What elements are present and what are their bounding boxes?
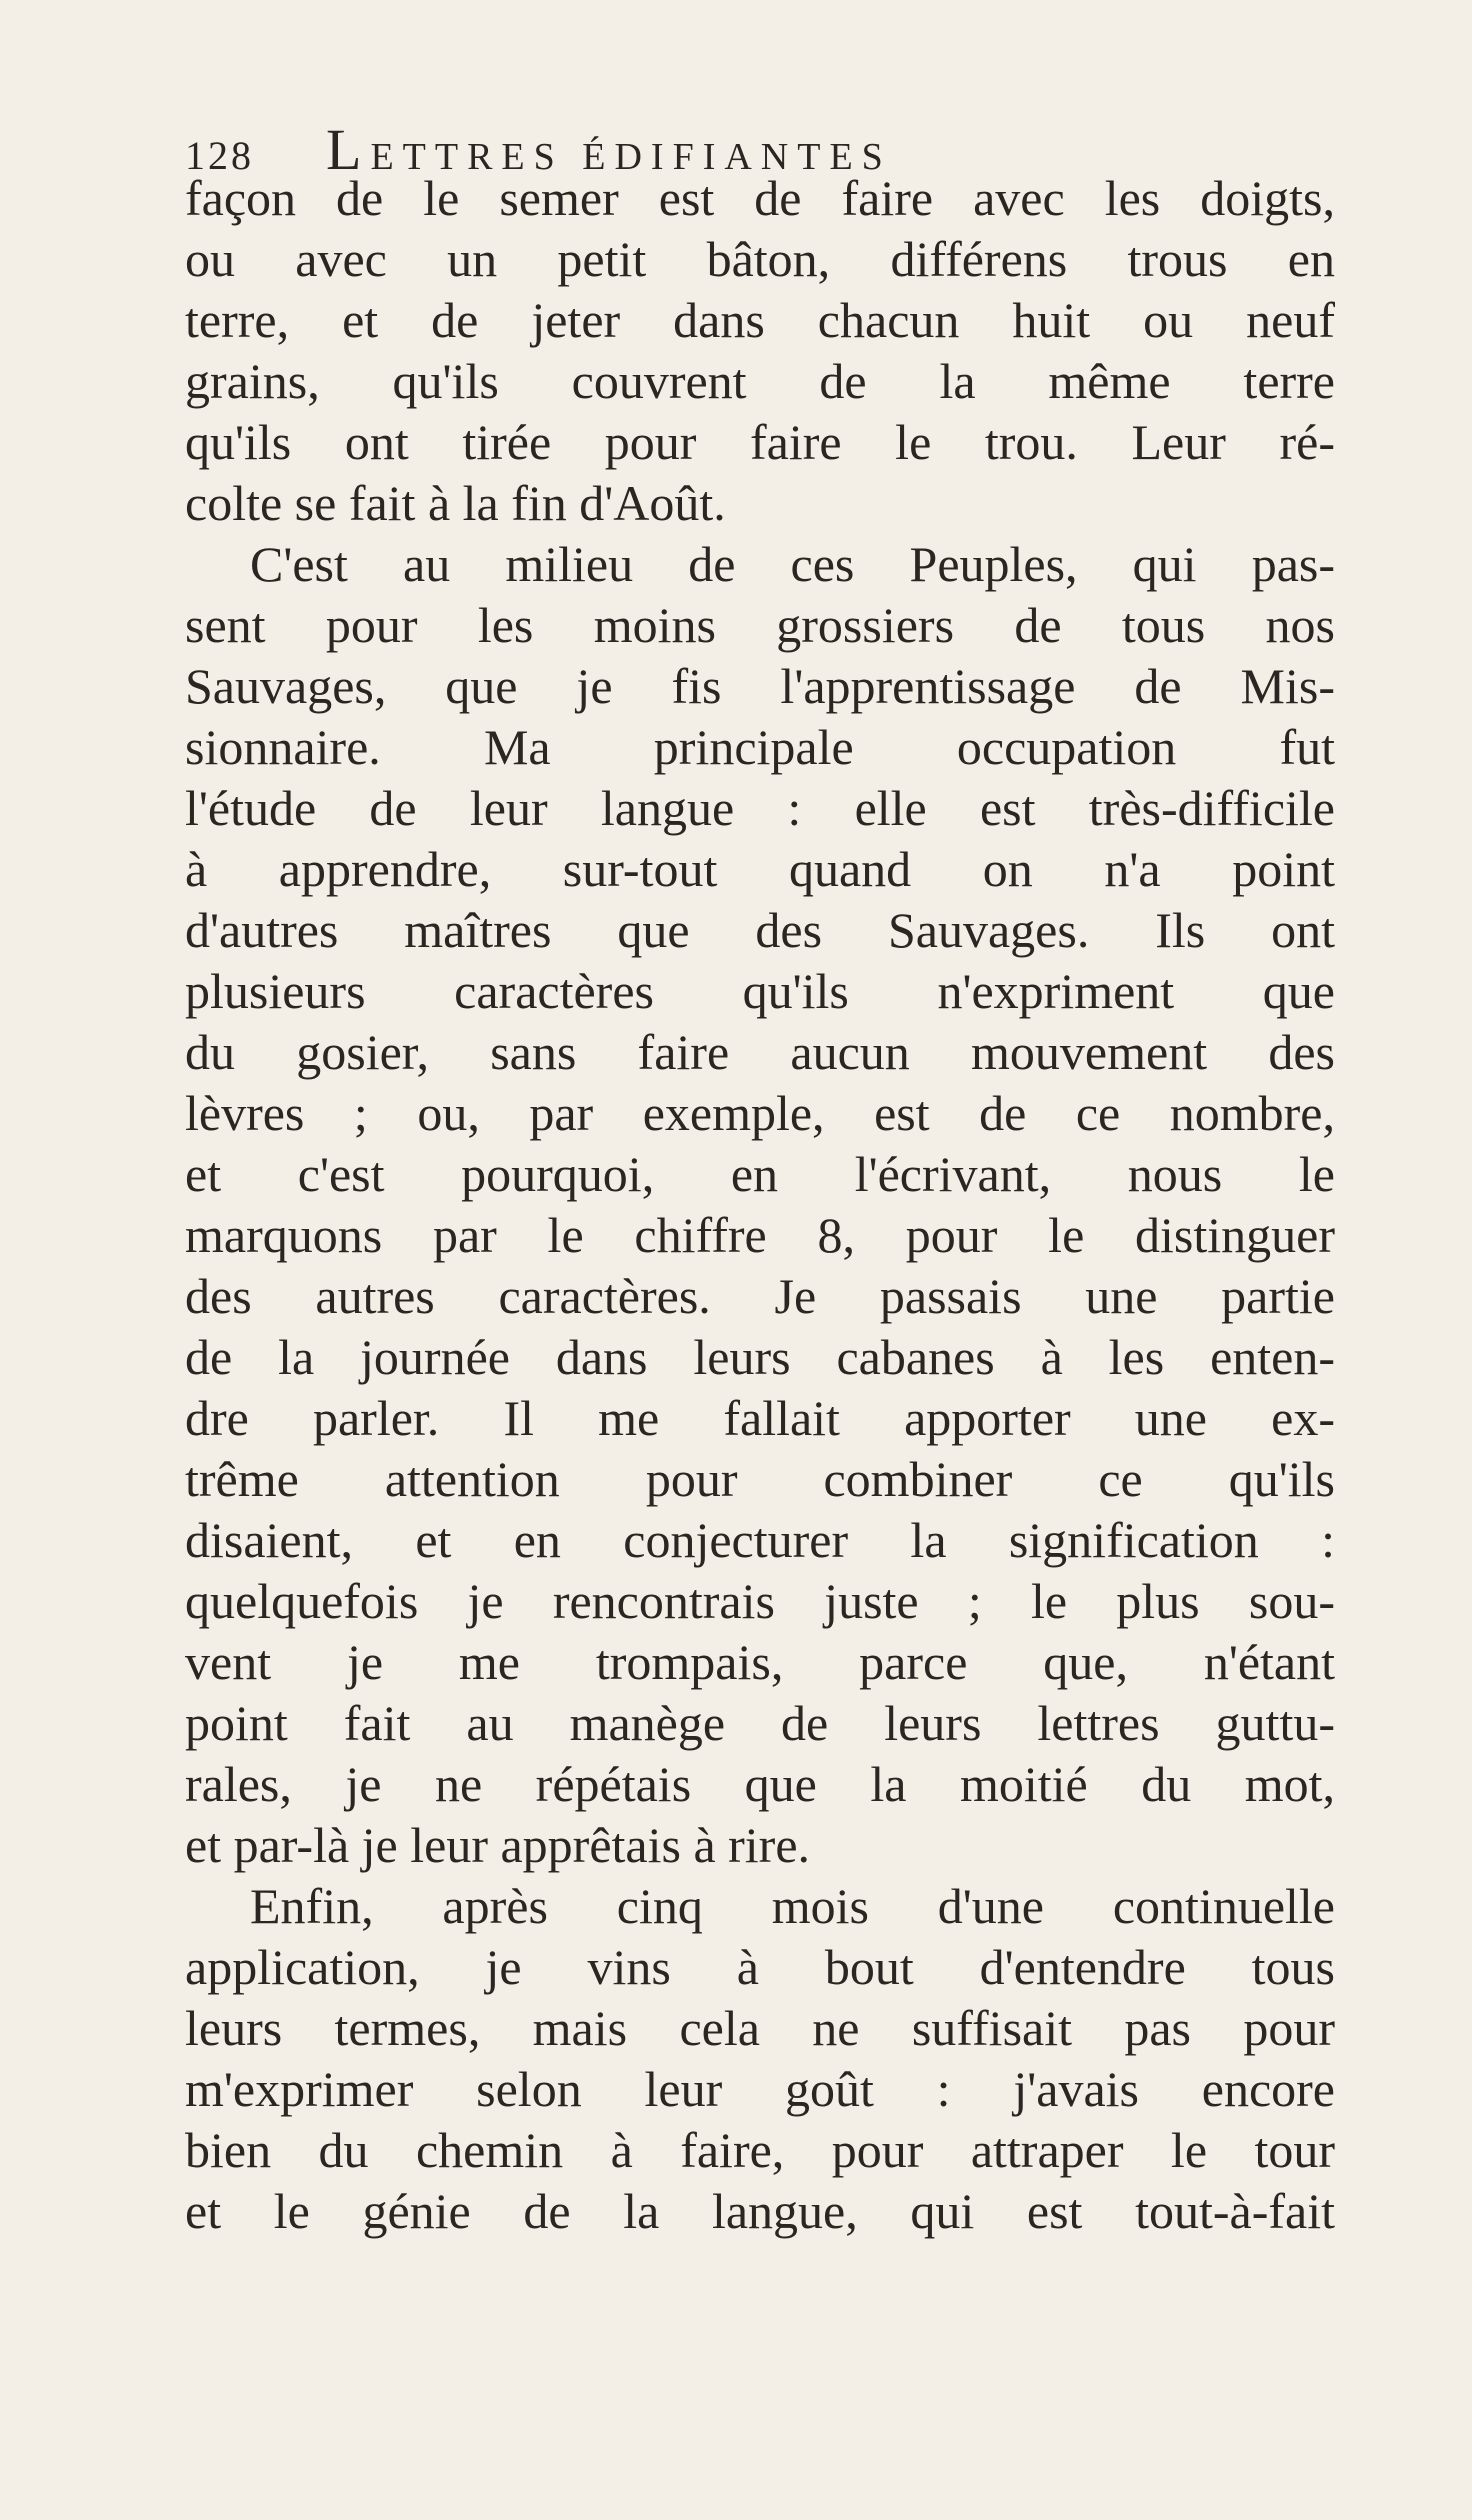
text-line: colte se fait à la fin d'Août. — [185, 475, 726, 531]
text-line: sent pour les moins grossiers de tous nos — [185, 597, 1335, 653]
page-number: 128 — [185, 133, 254, 178]
text-line: marquons par le chiffre 8, pour le distinguer — [185, 1207, 1335, 1263]
text-line: quelquefois je rencontrais juste ; le plus sou- — [185, 1573, 1335, 1629]
text-line: qu'ils ont tirée pour faire le trou. Leur ré- — [185, 414, 1335, 470]
text-line: des autres caractères. Je passais une partie — [185, 1268, 1335, 1324]
text-line: trême attention pour combiner ce qu'ils — [185, 1451, 1335, 1507]
page-header — [185, 116, 892, 182]
text-line: façon de le semer est de faire avec les doigts, — [185, 170, 1335, 226]
body-text — [185, 168, 1335, 2242]
text-line: grains, qu'ils couvrent de la même terre — [185, 353, 1335, 409]
text-line: et c'est pourquoi, en l'écrivant, nous le — [185, 1146, 1335, 1202]
text-line: disaient, et en conjecturer la signification : — [185, 1512, 1335, 1568]
text-line: sionnaire. Ma principale occupation fut — [185, 719, 1335, 775]
text-line: rales, je ne répétais que la moitié du mot, — [185, 1756, 1335, 1812]
text-line: ou avec un petit bâton, différens trous en — [185, 231, 1335, 287]
text-line: du gosier, sans faire aucun mouvement des — [185, 1024, 1335, 1080]
text-line: m'exprimer selon leur goût : j'avais encore — [185, 2061, 1335, 2117]
text-line: terre, et de jeter dans chacun huit ou neuf — [185, 292, 1335, 348]
text-line: bien du chemin à faire, pour attraper le tour — [185, 2122, 1335, 2178]
text-line: application, je vins à bout d'entendre tous — [185, 1939, 1335, 1995]
text-line: et le génie de la langue, qui est tout-à-fait — [185, 2183, 1335, 2239]
text-line: leurs termes, mais cela ne suffisait pas pour — [185, 2000, 1335, 2056]
text-line: Sauvages, que je fis l'apprentissage de Mis- — [185, 658, 1335, 714]
text-line: de la journée dans leurs cabanes à les enten- — [185, 1329, 1335, 1385]
running-title: LETTRES ÉDIFIANTES — [326, 117, 892, 182]
text-line: à apprendre, sur-tout quand on n'a point — [185, 841, 1335, 897]
text-line: point fait au manège de leurs lettres guttu- — [185, 1695, 1335, 1751]
text-line: plusieurs caractères qu'ils n'expriment que — [185, 963, 1335, 1019]
text-line: dre parler. Il me fallait apporter une ex- — [185, 1390, 1335, 1446]
text-line: d'autres maîtres que des Sauvages. Ils ont — [185, 902, 1335, 958]
text-line: lèvres ; ou, par exemple, est de ce nombre, — [185, 1085, 1335, 1141]
text-line: l'étude de leur langue : elle est très-difficile — [185, 780, 1335, 836]
text-line: vent je me trompais, parce que, n'étant — [185, 1634, 1335, 1690]
text-line: et par-là je leur apprêtais à rire. — [185, 1817, 811, 1873]
text-line: C'est au milieu de ces Peuples, qui pas- — [250, 536, 1335, 592]
text-line: Enfin, après cinq mois d'une continuelle — [250, 1878, 1335, 1934]
